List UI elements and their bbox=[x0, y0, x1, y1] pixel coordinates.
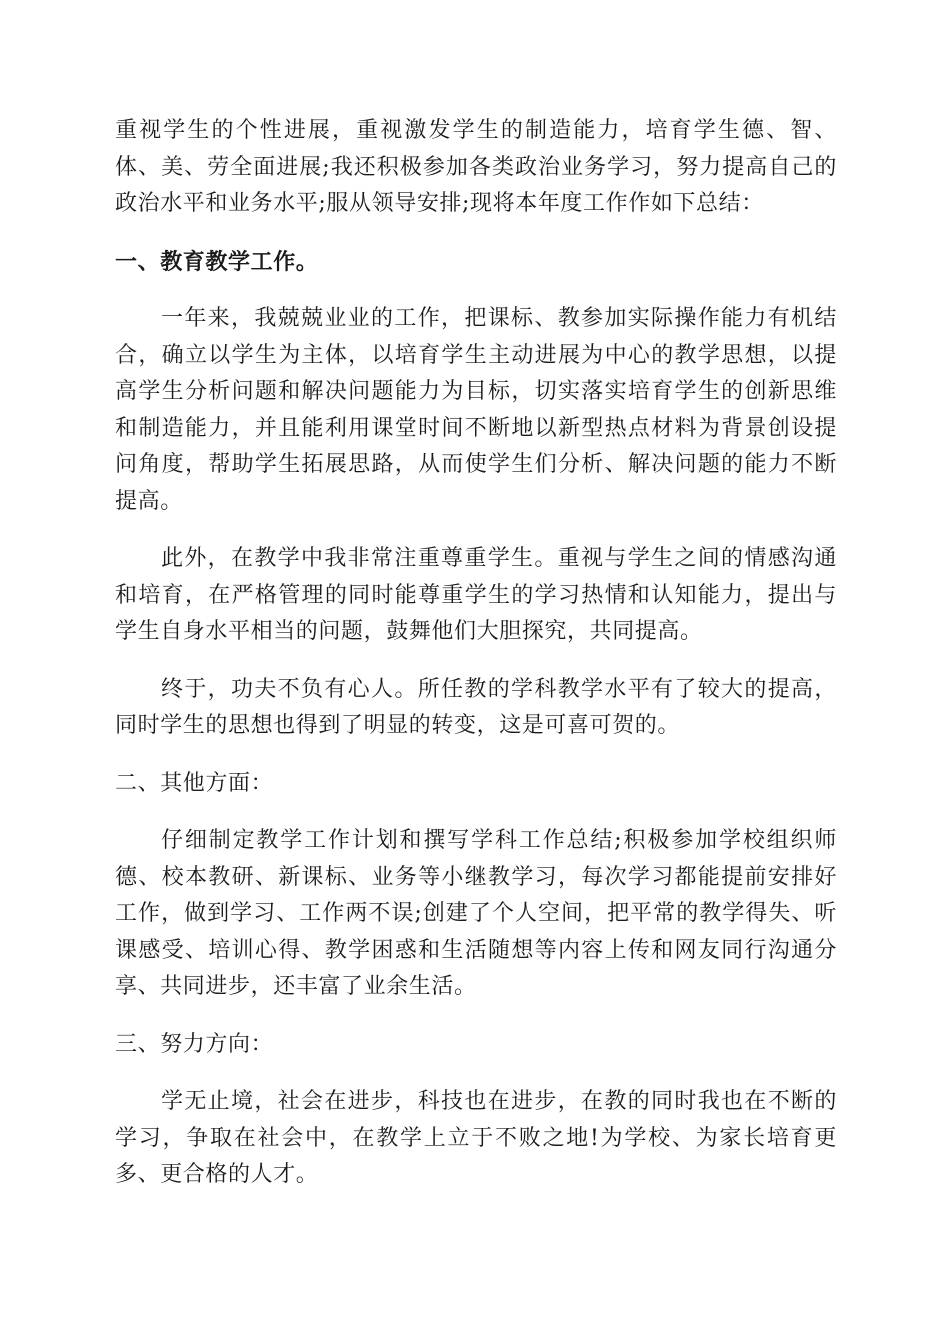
section3-paragraph-1: 学无止境，社会在进步，科技也在进步，在教的同时我也在不断的学习，争取在社会中，在教学上立于不败之地!为学校、为家长培育更多、更合格的人才。 bbox=[115, 1089, 837, 1187]
section-heading-3: 三、努力方向： bbox=[115, 1031, 274, 1057]
intro-paragraph: 重视学生的个性进展，重视激发学生的制造能力，培育学生德、智、体、美、劳全面进展;我还积极参加各类政治业务学习，努力提高自己的政治水平和业务水平;服从领导安排;现将本年度工作作如下总结： bbox=[115, 118, 837, 216]
section1-paragraph-3: 终于，功夫不负有心人。所任教的学科教学水平有了较大的提高，同时学生的思想也得到了明显的转变，这是可喜可贺的。 bbox=[115, 676, 837, 738]
section-heading-2: 二、其他方面： bbox=[115, 770, 274, 796]
section1-paragraph-2: 此外，在教学中我非常注重尊重学生。重视与学生之间的情感沟通和培育，在严格管理的同时能尊重学生的学习热情和认知能力，提出与学生自身水平相当的问题，鼓舞他们大胆探究，共同提高。 bbox=[115, 546, 837, 644]
section2-paragraph-1: 仔细制定教学工作计划和撰写学科工作总结;积极参加学校组织师德、校本教研、新课标、业务等小继教学习，每次学习都能提前安排好工作，做到学习、工作两不误;创建了个人空间，把平常的教学得失、听课感受、培训心得、教学困惑和生活随想等内容上传和网友同行沟通分享、共同进步，还丰富了业余生活。 bbox=[115, 828, 837, 999]
section-heading-1: 一、教育教学工作。 bbox=[115, 248, 319, 275]
section1-paragraph-1: 一年来，我兢兢业业的工作，把课标、教参加实际操作能力有机结合，确立以学生为主体，以培育学生主动进展为中心的教学思想，以提高学生分析问题和解决问题能力为目标，切实落实培育学生的创新思维和制造能力，并且能利用课堂时间不断地以新型热点材料为背景创设提问角度，帮助学生拓展思路，从而使学生们分析、解决问题的能力不断提高。 bbox=[115, 306, 837, 514]
document-page bbox=[115, 113, 837, 1215]
